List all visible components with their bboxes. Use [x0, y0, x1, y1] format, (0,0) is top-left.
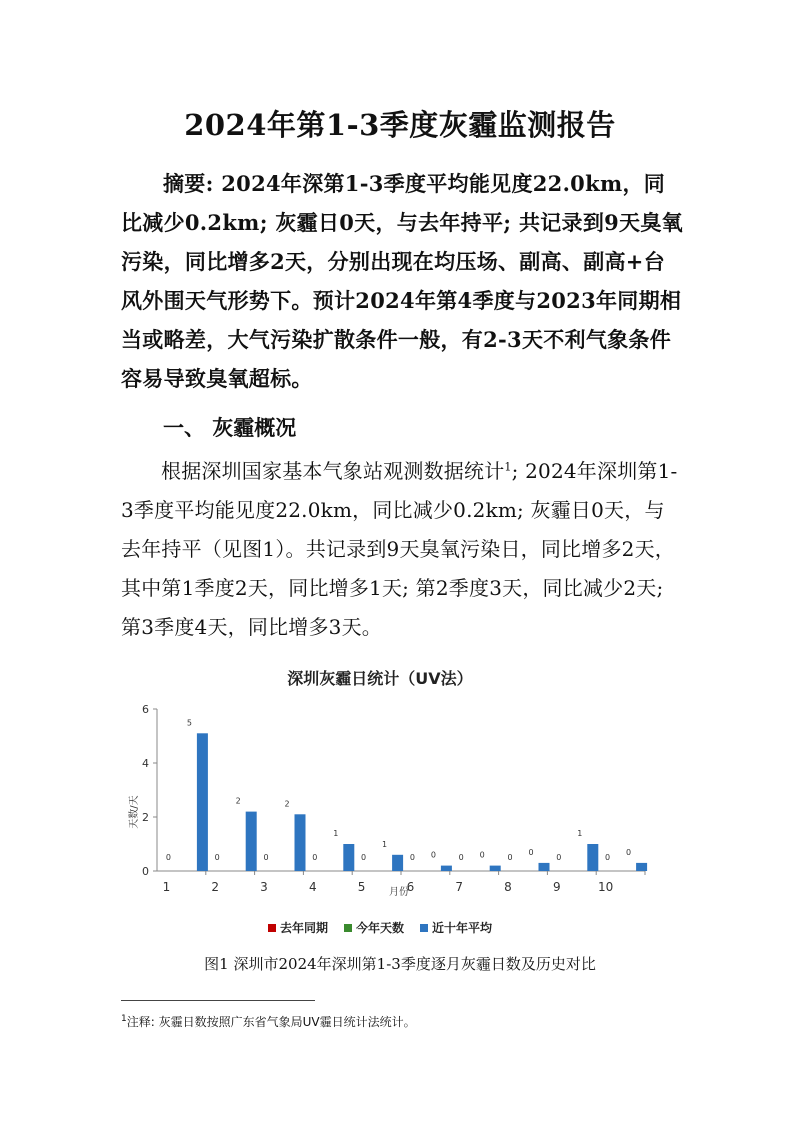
legend-label-3: 近十年平均 [432, 921, 493, 935]
bar-3 [392, 855, 403, 871]
zero-data-label: 0 [361, 853, 367, 862]
bar-data-label: 0 [479, 850, 485, 860]
y-tick-label: 0 [142, 865, 149, 878]
overview-text-b: ; 2024年深圳第1-3季度平均能见度22.0km，同比减少0.2km; 灰霾日0天，与去年持平（见图1）。共记录到9天臭氧污染日，同比增多2天，其中第1季度2天，同比增多1天; 第2季度3天，同比减少2天; 第3季度4天，同比增多3天。 [121, 459, 678, 639]
bar-data-label: 0 [626, 847, 632, 857]
x-tick-label: 10 [597, 880, 614, 894]
x-axis-label: 月份 [389, 887, 409, 898]
zero-data-label: 0 [263, 853, 269, 862]
bar-data-label: 1 [382, 839, 388, 849]
x-tick-label: 5 [357, 880, 366, 894]
footnote [121, 1013, 416, 1030]
abstract: 摘要: 2024年深第1-3季度平均能见度22.0km，同比减少0.2km; 灰霾日0天，与去年持平; 共记录到9天臭氧污染，同比增多2天，分别出现在均压场、副高、副高+台风外围天气形势下。预计2024年第4季度与2023年同期相当或略差，大气污染扩散条件一般，有2-3天不利气象条件容易导致臭氧超标。 [121, 171, 683, 391]
footnote-text: 注释: 灰霾日数按照广东省气象局UV霾日统计法统计。 [126, 1015, 416, 1029]
bar-3 [246, 812, 257, 871]
haze-days-chart [120, 662, 680, 952]
report-title: 2024年第1-3季度灰霾监测报告 [184, 108, 616, 142]
x-tick-label: 6 [406, 880, 415, 894]
x-tick-label: 1 [162, 880, 171, 894]
bar-data-label: 0 [528, 847, 534, 857]
footnote-mark: 1 [121, 1014, 127, 1024]
y-axis-label: 天数/天 [129, 795, 140, 829]
bar-3 [197, 733, 208, 871]
overview-text-a: 根据深圳国家基本气象站观测数据统计 [161, 459, 505, 483]
bar-3 [490, 866, 501, 871]
plot-area [142, 703, 647, 894]
overview-paragraph [121, 452, 683, 647]
zero-data-label: 0 [165, 853, 171, 862]
footnote-reference[interactable]: 1 [504, 460, 512, 474]
bar-data-label: 0 [430, 850, 436, 860]
zero-data-label: 0 [556, 853, 562, 862]
figure-caption: 图1 深圳市2024年深圳第1-3季度逐月灰霾日数及历史对比 [204, 955, 596, 973]
bar-data-label: 2 [284, 799, 290, 809]
bar-data-label: 1 [577, 829, 583, 838]
zero-data-label: 0 [409, 853, 415, 862]
y-tick-label: 4 [142, 757, 149, 770]
x-tick-label: 4 [308, 880, 317, 894]
x-tick-label: 8 [504, 880, 512, 894]
legend-swatch-1 [268, 924, 276, 932]
bar-3 [636, 863, 647, 871]
x-tick-label: 7 [455, 880, 464, 894]
zero-data-label: 0 [507, 853, 513, 862]
footnote-divider [121, 1000, 315, 1001]
section-heading-overview: 一、 灰霾概况 [163, 416, 297, 440]
bar-data-label: 1 [333, 829, 339, 838]
legend-swatch-2 [344, 924, 352, 932]
zero-data-label: 0 [605, 853, 611, 862]
x-tick-label: 9 [552, 880, 561, 894]
legend-swatch-3 [420, 924, 428, 932]
bar-3 [539, 863, 550, 871]
zero-data-label: 0 [458, 853, 464, 862]
legend-label-2: 今年天数 [356, 921, 405, 935]
x-tick-label: 3 [260, 880, 268, 894]
y-tick-label: 2 [142, 811, 149, 824]
bar-data-label: 2 [235, 796, 241, 806]
bar-data-label: 5 [186, 718, 192, 728]
chart-title: 深圳灰霾日统计（UV法） [287, 669, 473, 688]
legend-label-1: 去年同期 [280, 921, 329, 935]
chart-legend [268, 920, 493, 935]
x-tick-label: 2 [211, 880, 220, 894]
zero-data-label: 0 [214, 853, 220, 862]
y-tick-label: 6 [142, 703, 149, 716]
bar-3 [441, 866, 452, 871]
bar-3 [295, 814, 306, 871]
bar-3 [587, 844, 598, 871]
bar-3 [343, 844, 354, 871]
zero-data-label: 0 [312, 853, 318, 862]
